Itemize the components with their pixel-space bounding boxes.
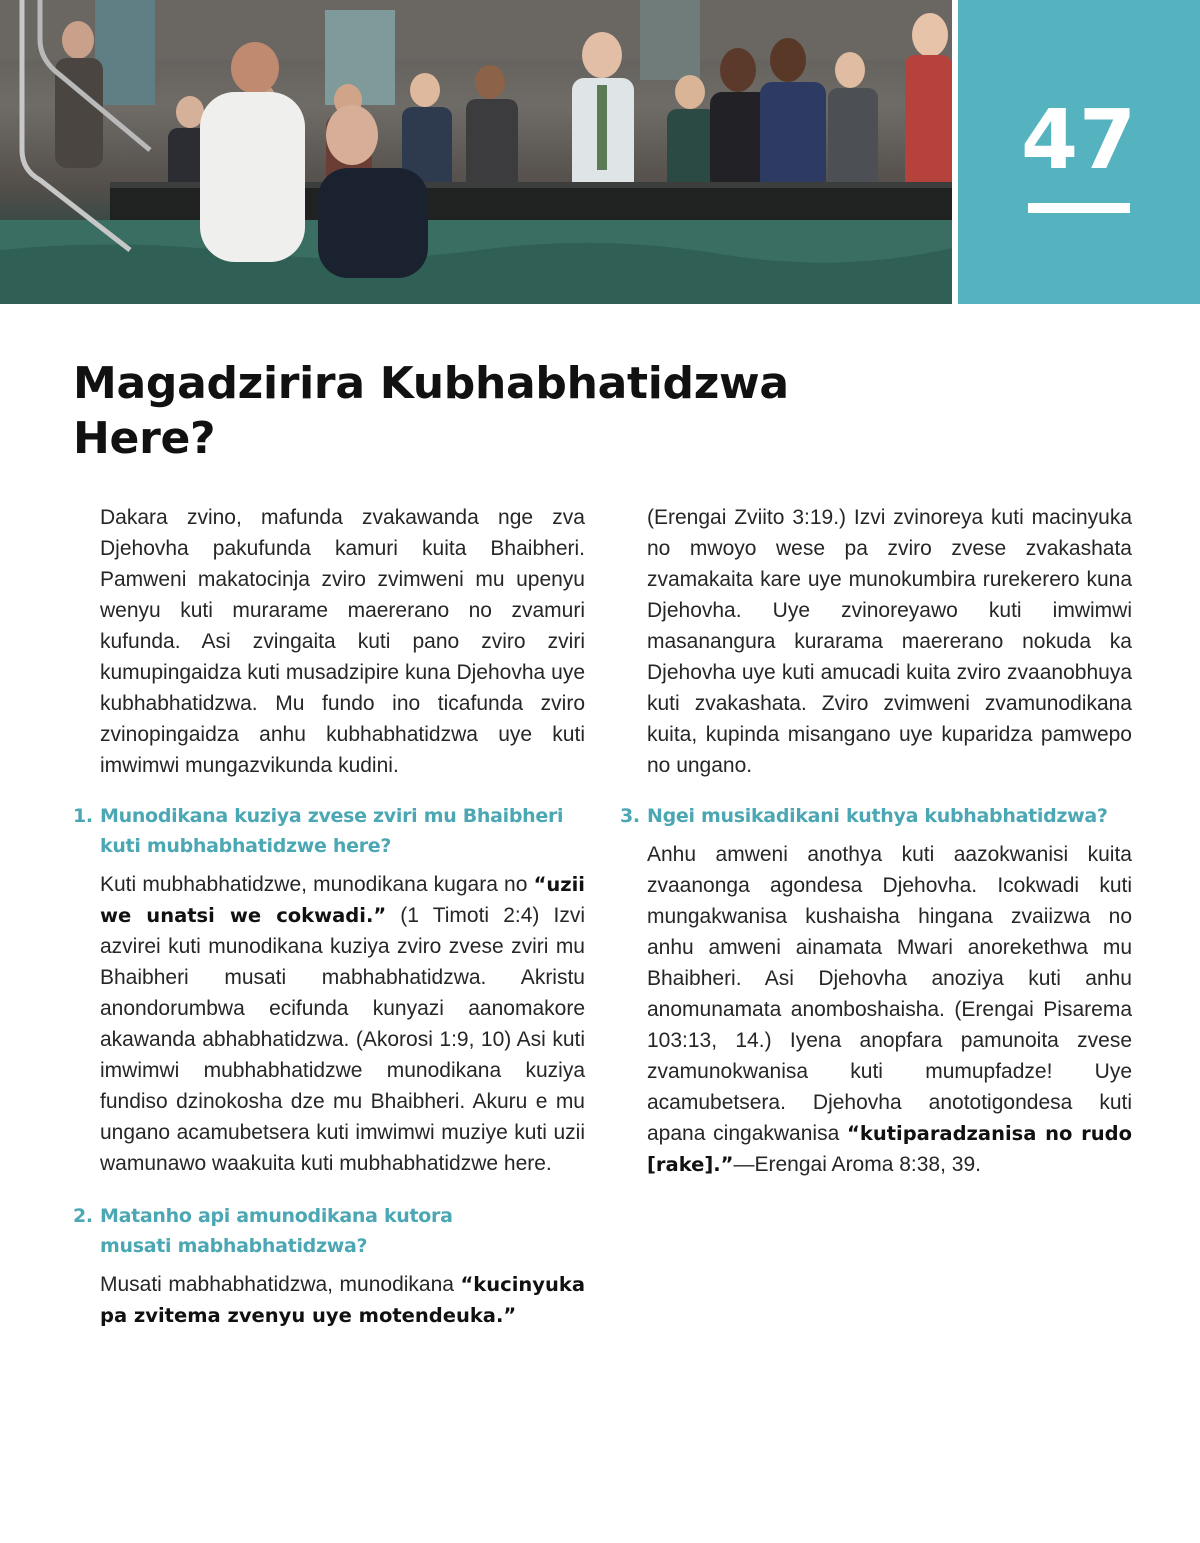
answer-3-text-end: —Erengai Aroma 8:38, 39.	[733, 1153, 981, 1176]
answer-1-bold-quote: “uzii we unatsi we cokwadi.”	[100, 873, 585, 927]
lesson-title-line-1: Magadzirira Kubhabhatidzwa	[73, 358, 789, 409]
question-2	[73, 1201, 500, 1261]
lesson-number-box	[958, 0, 1200, 304]
answer-3-text-start: Anhu amweni anothya kuti aazokwanisi kuita zvaanonga agondesa Djehovha. Icokwadi kuti mungakwanisa kushaisha hingana zvaiizwa no anhu amweni ainamata Mwari anorekethwa mu Bhaibheri. Asi Djehovha anoziya kuti anhu anomunamata anomboshaisha. (Erengai Pisarema 103:13, 14.) Iyena anopfara pamunoita zvese zvamunokwanisa kuti mumupfadze! Uye acamubetsera. Djehovha anototigondesa kuti apana cingakwanisa	[647, 843, 1132, 1145]
answer-1-text-start: Kuti mubhabhatidzwe, munodikana kugara no	[100, 873, 534, 896]
right-column	[620, 502, 1132, 1180]
answer-2-bold-quote: “kucinyuka pa zvitema zvenyu uye motendeuka.”	[100, 1273, 585, 1327]
question-2-text: Matanho api amunodikana kutora musati mabhabhatidzwa?	[100, 1205, 453, 1257]
question-1	[73, 801, 585, 861]
answer-1-text-end: (1 Timoti 2:4) Izvi azvirei kuti munodikana kuziya zviro zvese zviri mu Bhaibheri musati mabhabhatidzwa. Akristu anondorumbwa ecifunda kunyazi aanomakore akawanda abhabhatidzwa. (Akorosi 1:9, 10) Asi kuti imwimwi mubhabhatidzwe munodikana kuziya fundiso dzinokosha dze mu Bhaibheri. Akuru e mu ungano acamubetsera kuti imwimwi muziye kuti uzii wamunawo waakuita kuti mubhabhatidzwe here.	[100, 904, 585, 1175]
lesson-number: 47	[1020, 93, 1138, 188]
answer-1-paragraph	[100, 869, 585, 1179]
question-3-text: Ngei musikadikani kuthya kubhabhatidzwa?	[647, 805, 1108, 827]
question-2-number: 2.	[73, 1205, 93, 1227]
answer-2-text-start: Musati mabhabhatidzwa, munodikana	[100, 1273, 461, 1296]
left-column	[73, 502, 585, 1331]
answer-3-paragraph	[647, 839, 1132, 1180]
question-3-number: 3.	[620, 805, 640, 827]
intro-paragraph: Dakara zvino, mafunda zvakawanda nge zva Djehovha pakufunda kamuri kuita Bhaibheri. Pamweni makatocinja zviro zvimweni mu upenyu wenyu kuti murarame maererano no zvamuri kufunda. Asi zvingaita kuti pano zviro zviri kumupingaidza kuti musadzipire kuna Djehovha uye kubhabhatidzwa. Mu fundo ino ticafunda zviro zvinopingaidza anhu kubhabhatidzwa uye kuti imwimwi mungazvikunda kudini.	[100, 506, 585, 777]
answer-2-continued: (Erengai Zviito 3:19.) Izvi zvinoreya kuti macinyuka no mwoyo wese pa zviro zvese zvakashata zvamakaita kare uye munokumbira rurekerero kuna Djehovha. Uye zvinoreyawo kuti imwimwi masanangura kurarama maererano nokuda ka Djehovha uye kuti amucadi kuita zviro zvaanobhuya kuti zvakashata. Zviro zvimweni zvamunodikana kuita, kupinda misangano uye kuparidza pamwepo no ungano.	[647, 506, 1132, 777]
question-3	[620, 801, 1132, 831]
answer-2-paragraph	[100, 1269, 585, 1331]
header-photo	[0, 0, 952, 304]
lesson-number-underline	[1028, 203, 1130, 213]
lesson-title-line-2: Here?	[73, 413, 216, 464]
baptism-photo-illustration	[0, 0, 952, 304]
answer-3-bold-quote: “kutiparadzanisa no rudo [rake].”	[647, 1122, 1132, 1176]
lesson-title	[73, 356, 933, 466]
question-1-text: Munodikana kuziya zvese zviri mu Bhaibheri kuti mubhabhatidzwe here?	[100, 805, 564, 857]
question-1-number: 1.	[73, 805, 93, 827]
